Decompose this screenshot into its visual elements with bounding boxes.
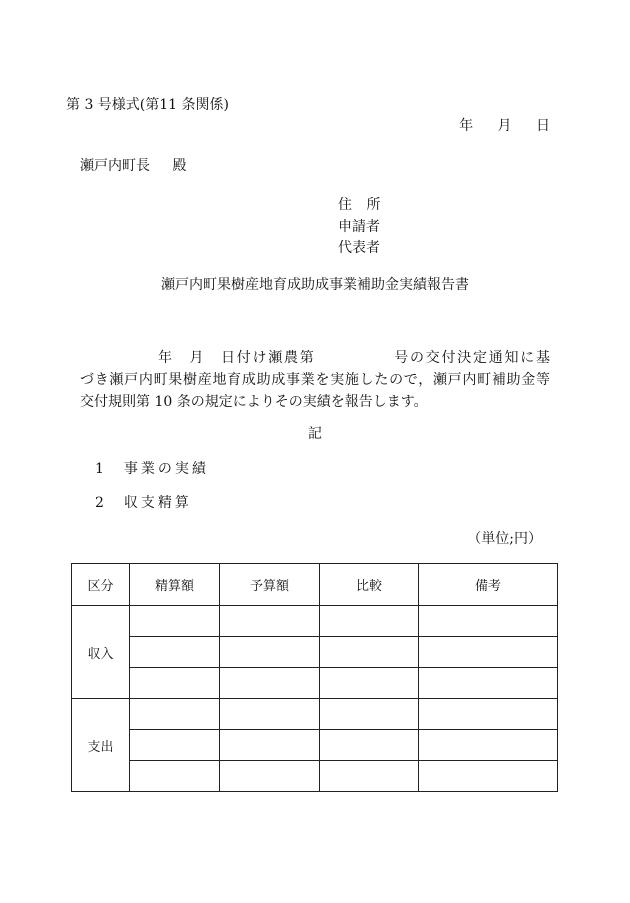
addressee: 瀬戸内町長 殿 xyxy=(80,158,187,174)
income-label: 収入 xyxy=(72,606,130,699)
table-row xyxy=(72,730,558,761)
ki-heading: 記 xyxy=(308,426,322,442)
applicant-label: 申請者 xyxy=(338,219,380,235)
table-cell[interactable] xyxy=(419,637,558,668)
item-business-results: 1 事業の実績 xyxy=(95,461,209,477)
table-cell[interactable] xyxy=(220,730,320,761)
table-header-row xyxy=(72,564,558,606)
table-cell[interactable] xyxy=(320,668,419,699)
table-cell[interactable] xyxy=(320,730,419,761)
unit-note: （単位;円） xyxy=(467,531,542,547)
header-category: 区分 xyxy=(72,564,130,606)
table-cell[interactable] xyxy=(419,668,558,699)
address-label: 住 所 xyxy=(338,197,381,213)
table-cell[interactable] xyxy=(220,637,320,668)
table-row xyxy=(72,637,558,668)
body-line-3: 交付規則第 10 条の規定によりその実績を報告します。 xyxy=(80,394,428,410)
body-line-1: 年 月 日付け瀬農第 号の交付決定通知に基 xyxy=(158,350,550,366)
header-settled-amount: 精算額 xyxy=(130,564,220,606)
table-row xyxy=(72,606,558,637)
item-income-expense: 2 収支精算 xyxy=(95,495,192,511)
table-cell[interactable] xyxy=(220,668,320,699)
body-line-2: づき瀬戸内町果樹産地育成助成事業を実施したので，瀬戸内町補助金等 xyxy=(80,372,550,388)
settlement-table xyxy=(71,563,558,792)
representative-label: 代表者 xyxy=(338,240,380,256)
table-cell[interactable] xyxy=(320,637,419,668)
table-cell[interactable] xyxy=(419,606,558,637)
table-cell[interactable] xyxy=(419,699,558,730)
table-cell[interactable] xyxy=(320,699,419,730)
header-budget-amount: 予算額 xyxy=(220,564,320,606)
table-row xyxy=(72,699,558,730)
table-cell[interactable] xyxy=(130,761,220,792)
table-cell[interactable] xyxy=(130,668,220,699)
document-title: 瀬戸内町果樹産地育成助成事業補助金実績報告書 xyxy=(161,277,469,293)
table-cell[interactable] xyxy=(320,606,419,637)
table-cell[interactable] xyxy=(130,637,220,668)
date-line: 年 月 日 xyxy=(459,118,550,134)
table-cell[interactable] xyxy=(220,761,320,792)
header-remarks: 備考 xyxy=(419,564,558,606)
table-cell[interactable] xyxy=(130,606,220,637)
table-row xyxy=(72,761,558,792)
table-cell[interactable] xyxy=(130,730,220,761)
table-cell[interactable] xyxy=(419,761,558,792)
table-cell[interactable] xyxy=(320,761,419,792)
table-cell[interactable] xyxy=(220,699,320,730)
body-text xyxy=(80,347,550,413)
table-cell[interactable] xyxy=(220,606,320,637)
header-comparison: 比較 xyxy=(320,564,419,606)
form-number: 第 3 号様式(第11 条関係) xyxy=(66,97,229,113)
table-cell[interactable] xyxy=(130,699,220,730)
expense-label: 支出 xyxy=(72,699,130,792)
table-row xyxy=(72,668,558,699)
table-cell[interactable] xyxy=(419,730,558,761)
